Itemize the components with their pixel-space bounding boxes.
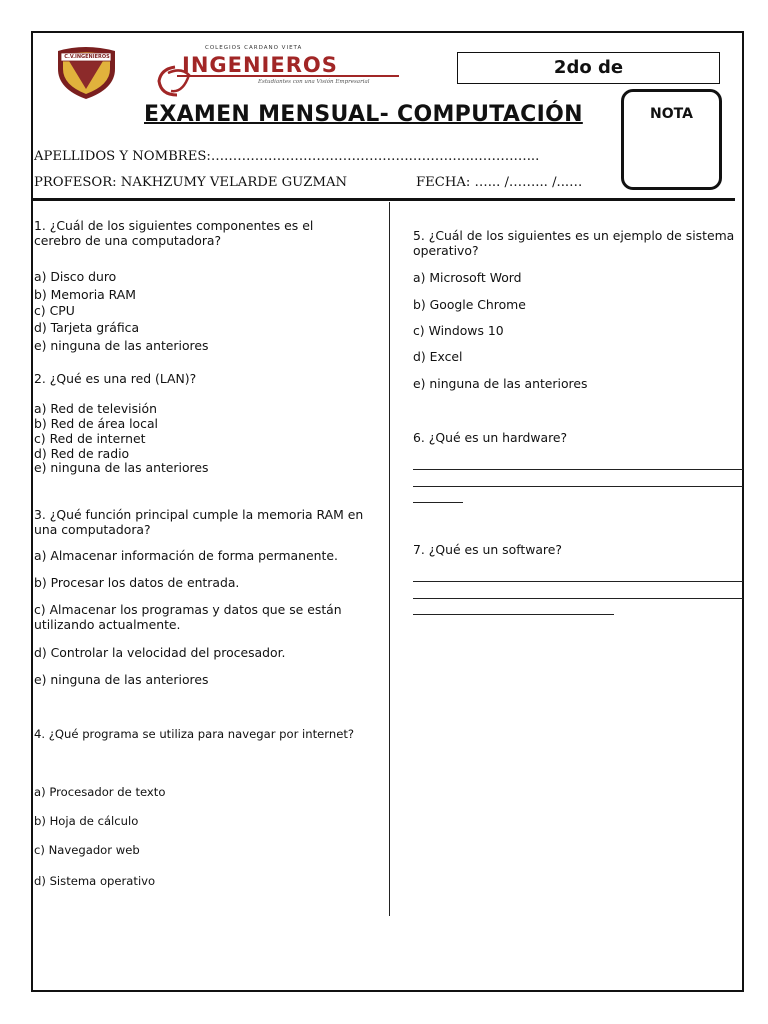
answer-line-7-2[interactable] [413, 598, 743, 599]
brand-name: INGENIEROS [182, 53, 338, 77]
q2-option-c[interactable]: c) Red de internet [34, 431, 146, 446]
q2-option-d[interactable]: d) Red de radio [34, 446, 130, 461]
q2-option-a[interactable]: a) Red de televisión [34, 401, 157, 416]
exam-title: EXAMEN MENSUAL- COMPUTACIÓN [144, 102, 583, 127]
school-small-name: COLEGIOS CARDANO VIETA [205, 45, 303, 51]
answer-line-7-1[interactable] [413, 581, 743, 582]
q3-option-a[interactable]: a) Almacenar información de forma permanente. [34, 548, 338, 563]
shield-label: C.V.INGENIEROS [64, 54, 110, 60]
q1-option-b[interactable]: b) Memoria RAM [34, 287, 136, 302]
q1-option-a[interactable]: a) Disco duro [34, 269, 117, 284]
q3-option-e[interactable]: e) ninguna de las anteriores [34, 672, 209, 687]
question-6: 6. ¿Qué es un hardware? [413, 430, 568, 445]
nota-label: NOTA [650, 106, 693, 122]
q4-option-b[interactable]: b) Hoja de cálculo [34, 814, 139, 828]
q1-option-c[interactable]: c) CPU [34, 303, 75, 318]
q4-option-d[interactable]: d) Sistema operativo [34, 874, 156, 888]
question-1: 1. ¿Cuál de los siguientes componentes es el cerebro de una computadora? [34, 218, 314, 248]
question-4: 4. ¿Qué programa se utiliza para navegar por internet? [34, 727, 355, 741]
nota-box[interactable] [621, 89, 722, 190]
q4-option-a[interactable]: a) Procesador de texto [34, 785, 166, 799]
q1-option-d[interactable]: d) Tarjeta gráfica [34, 320, 140, 335]
answer-line-7-3[interactable] [413, 614, 614, 615]
grade-box: 2do de [457, 52, 720, 84]
q3-option-b[interactable]: b) Procesar los datos de entrada. [34, 575, 240, 590]
q1-option-e[interactable]: e) ninguna de las anteriores [34, 338, 209, 353]
names-field[interactable]: APELLIDOS Y NOMBRES:……………………………………….…………..…………... [34, 149, 540, 164]
q5-option-d[interactable]: d) Excel [413, 349, 463, 364]
question-3: 3. ¿Qué función principal cumple la memoria RAM en una computadora? [34, 507, 364, 537]
q3-option-c[interactable]: c) Almacenar los programas y datos que se están utilizando actualmente. [34, 602, 342, 632]
brand-slogan: Estudiantes con una Visión Empresarial [258, 79, 370, 85]
question-7: 7. ¿Qué es un software? [413, 542, 562, 557]
teacher-field: PROFESOR: NAKHZUMY VELARDE GUZMAN [34, 175, 348, 190]
column-divider [389, 202, 390, 916]
q5-option-c[interactable]: c) Windows 10 [413, 323, 504, 338]
q5-option-e[interactable]: e) ninguna de las anteriores [413, 376, 588, 391]
question-5: 5. ¿Cuál de los siguientes es un ejemplo de sistema operativo? [413, 228, 735, 258]
q3-option-d[interactable]: d) Controlar la velocidad del procesador. [34, 645, 286, 660]
answer-line-6-1[interactable] [413, 469, 743, 470]
q4-option-c[interactable]: c) Navegador web [34, 843, 140, 857]
date-field[interactable]: FECHA: …... /……... /...… [416, 175, 583, 190]
question-2: 2. ¿Qué es una red (LAN)? [34, 371, 197, 386]
header-divider [31, 198, 735, 201]
answer-line-6-3[interactable] [413, 502, 463, 503]
q5-option-a[interactable]: a) Microsoft Word [413, 270, 522, 285]
q2-option-b[interactable]: b) Red de área local [34, 416, 158, 431]
q5-option-b[interactable]: b) Google Chrome [413, 297, 526, 312]
answer-line-6-2[interactable] [413, 486, 743, 487]
q2-option-e[interactable]: e) ninguna de las anteriores [34, 460, 209, 475]
